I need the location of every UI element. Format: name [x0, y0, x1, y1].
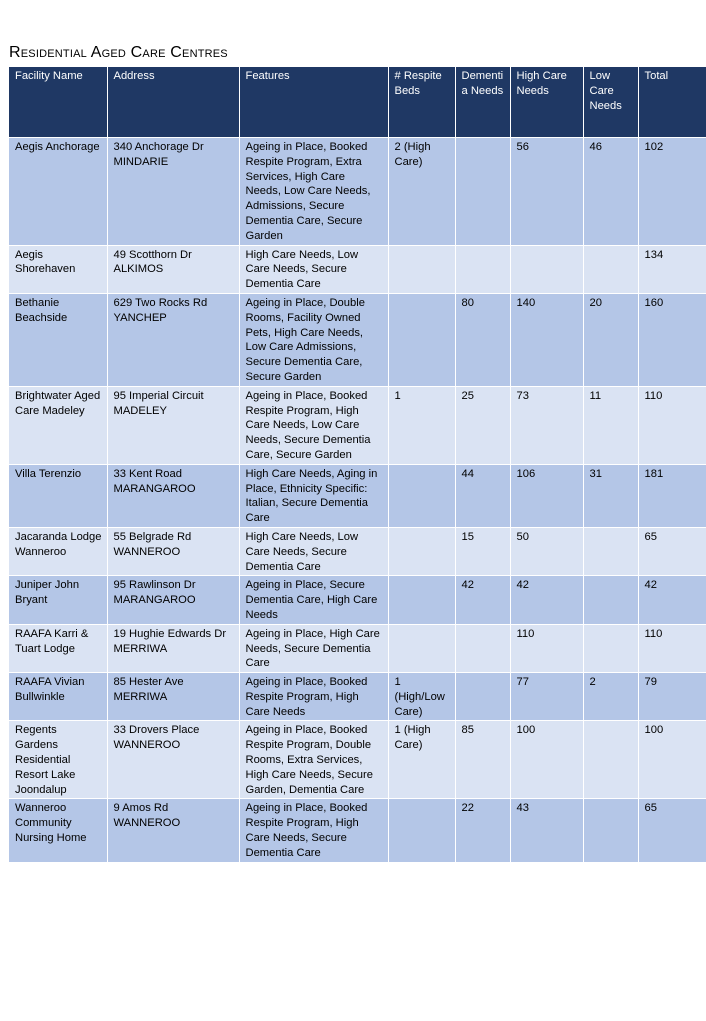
features: Ageing in Place, Booked Respite Program, High Care Needs	[239, 673, 388, 721]
features: High Care Needs, Aging in Place, Ethnicity Specific: Italian, Secure Dementia Care	[239, 464, 388, 527]
respite-beds	[388, 245, 455, 293]
facility-name: Jacaranda Lodge Wanneroo	[9, 527, 107, 575]
table-row	[9, 624, 706, 672]
table-row	[9, 138, 706, 246]
low-care-needs	[583, 799, 638, 862]
respite-beds	[388, 576, 455, 624]
low-care-needs: 2	[583, 673, 638, 721]
high-care-needs: 106	[510, 464, 583, 527]
total: 110	[638, 386, 706, 464]
table-row	[9, 576, 706, 624]
total: 102	[638, 138, 706, 246]
low-care-needs	[583, 527, 638, 575]
high-care-needs: 77	[510, 673, 583, 721]
low-care-needs: 46	[583, 138, 638, 246]
address: 85 Hester Ave MERRIWA	[107, 673, 239, 721]
total: 79	[638, 673, 706, 721]
total: 160	[638, 293, 706, 386]
table-row	[9, 527, 706, 575]
low-care-needs: 20	[583, 293, 638, 386]
dementia-needs: 15	[455, 527, 510, 575]
respite-beds: 2 (High Care)	[388, 138, 455, 246]
table-row	[9, 386, 706, 464]
high-care-needs: 73	[510, 386, 583, 464]
low-care-needs	[583, 721, 638, 799]
features: Ageing in Place, Double Rooms, Facility Owned Pets, High Care Needs, Low Care Admissions, Secure Dementia Care, Secure Garden	[239, 293, 388, 386]
dementia-needs	[455, 624, 510, 672]
total: 42	[638, 576, 706, 624]
low-care-needs	[583, 245, 638, 293]
address: 9 Amos Rd WANNEROO	[107, 799, 239, 862]
address: 95 Imperial Circuit MADELEY	[107, 386, 239, 464]
features: Ageing in Place, Booked Respite Program, Double Rooms, Extra Services, High Care Needs, Secure Garden, Dementia Care	[239, 721, 388, 799]
respite-beds	[388, 527, 455, 575]
dementia-needs	[455, 138, 510, 246]
col-header-high-care-needs: High Care Needs	[510, 67, 583, 138]
table-row	[9, 245, 706, 293]
respite-beds	[388, 799, 455, 862]
high-care-needs: 50	[510, 527, 583, 575]
facility-name: RAAFA Vivian Bullwinkle	[9, 673, 107, 721]
high-care-needs: 42	[510, 576, 583, 624]
address: 55 Belgrade Rd WANNEROO	[107, 527, 239, 575]
facility-name: Villa Terenzio	[9, 464, 107, 527]
low-care-needs: 31	[583, 464, 638, 527]
high-care-needs: 140	[510, 293, 583, 386]
dementia-needs: 42	[455, 576, 510, 624]
table-row	[9, 721, 706, 799]
table-row	[9, 673, 706, 721]
table-row	[9, 293, 706, 386]
facility-name: Bethanie Beachside	[9, 293, 107, 386]
facility-name: Brightwater Aged Care Madeley	[9, 386, 107, 464]
dementia-needs: 85	[455, 721, 510, 799]
table-row	[9, 799, 706, 862]
high-care-needs: 100	[510, 721, 583, 799]
col-header-address: Address	[107, 67, 239, 138]
facility-name: RAAFA Karri & Tuart Lodge	[9, 624, 107, 672]
dementia-needs: 22	[455, 799, 510, 862]
col-header-features: Features	[239, 67, 388, 138]
dementia-needs: 80	[455, 293, 510, 386]
respite-beds: 1	[388, 386, 455, 464]
features: Ageing in Place, Booked Respite Program, High Care Needs, Low Care Needs, Secure Dementia Care, Secure Garden	[239, 386, 388, 464]
features: High Care Needs, Low Care Needs, Secure Dementia Care	[239, 527, 388, 575]
high-care-needs: 110	[510, 624, 583, 672]
respite-beds: 1 (High Care)	[388, 721, 455, 799]
respite-beds: 1 (High/Low Care)	[388, 673, 455, 721]
facility-name: Regents Gardens Residential Resort Lake Joondalup	[9, 721, 107, 799]
address: 340 Anchorage Dr MINDARIE	[107, 138, 239, 246]
facility-name: Wanneroo Community Nursing Home	[9, 799, 107, 862]
address: 33 Drovers Place WANNEROO	[107, 721, 239, 799]
low-care-needs	[583, 576, 638, 624]
facility-name: Aegis Anchorage	[9, 138, 107, 246]
respite-beds	[388, 464, 455, 527]
features: Ageing in Place, Secure Dementia Care, High Care Needs	[239, 576, 388, 624]
features: High Care Needs, Low Care Needs, Secure Dementia Care	[239, 245, 388, 293]
address: 49 Scotthorn Dr ALKIMOS	[107, 245, 239, 293]
table-row	[9, 464, 706, 527]
high-care-needs	[510, 245, 583, 293]
low-care-needs	[583, 624, 638, 672]
address: 19 Hughie Edwards Dr MERRIWA	[107, 624, 239, 672]
dementia-needs: 25	[455, 386, 510, 464]
col-header-total: Total	[638, 67, 706, 138]
total: 110	[638, 624, 706, 672]
col-header-low-care-needs: Low Care Needs	[583, 67, 638, 138]
address: 95 Rawlinson Dr MARANGAROO	[107, 576, 239, 624]
features: Ageing in Place, High Care Needs, Secure Dementia Care	[239, 624, 388, 672]
features: Ageing in Place, Booked Respite Program, Extra Services, High Care Needs, Low Care Needs, Admissions, Secure Dementia Care, Secure Garden	[239, 138, 388, 246]
address: 629 Two Rocks Rd YANCHEP	[107, 293, 239, 386]
respite-beds	[388, 293, 455, 386]
total: 134	[638, 245, 706, 293]
features: Ageing in Place, Booked Respite Program, High Care Needs, Secure Dementia Care	[239, 799, 388, 862]
address: 33 Kent Road MARANGAROO	[107, 464, 239, 527]
col-header-respite-beds: # Respite Beds	[388, 67, 455, 138]
high-care-needs: 56	[510, 138, 583, 246]
total: 100	[638, 721, 706, 799]
facility-name: Juniper John Bryant	[9, 576, 107, 624]
dementia-needs	[455, 245, 510, 293]
col-header-facility-name: Facility Name	[9, 67, 107, 138]
respite-beds	[388, 624, 455, 672]
aged-care-table	[9, 67, 706, 862]
total: 181	[638, 464, 706, 527]
facility-name: Aegis Shorehaven	[9, 245, 107, 293]
page-title: Residential Aged Care Centres	[9, 44, 228, 61]
dementia-needs	[455, 673, 510, 721]
total: 65	[638, 799, 706, 862]
total: 65	[638, 527, 706, 575]
high-care-needs: 43	[510, 799, 583, 862]
header-row	[9, 67, 706, 138]
low-care-needs: 11	[583, 386, 638, 464]
dementia-needs: 44	[455, 464, 510, 527]
col-header-dementia-needs: Dementi a Needs	[455, 67, 510, 138]
